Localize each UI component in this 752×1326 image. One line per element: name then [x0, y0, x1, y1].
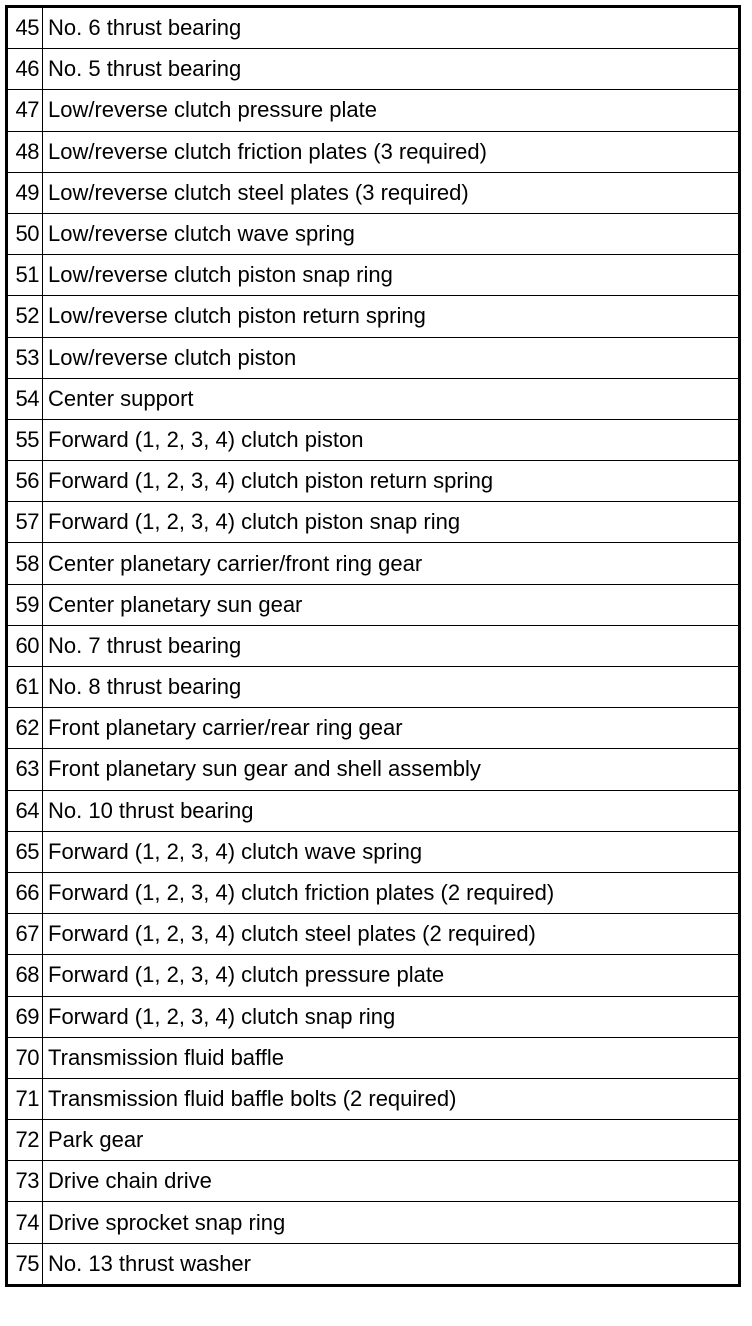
part-number: 65: [7, 831, 43, 872]
part-description: Drive chain drive: [43, 1161, 740, 1202]
part-description: Low/reverse clutch wave spring: [43, 213, 740, 254]
part-description: Center planetary carrier/front ring gear: [43, 543, 740, 584]
table-row: [7, 378, 740, 419]
table-row: [7, 1078, 740, 1119]
table-row: [7, 708, 740, 749]
part-description: No. 5 thrust bearing: [43, 49, 740, 90]
part-number: 56: [7, 461, 43, 502]
part-description: Park gear: [43, 1120, 740, 1161]
part-number: 49: [7, 172, 43, 213]
part-description: Forward (1, 2, 3, 4) clutch piston snap ring: [43, 502, 740, 543]
part-number: 54: [7, 378, 43, 419]
part-number: 53: [7, 337, 43, 378]
part-description: No. 13 thrust washer: [43, 1243, 740, 1285]
part-number: 69: [7, 996, 43, 1037]
part-number: 64: [7, 790, 43, 831]
table-row: [7, 296, 740, 337]
part-number: 57: [7, 502, 43, 543]
part-number: 75: [7, 1243, 43, 1285]
part-description: Low/reverse clutch friction plates (3 required): [43, 131, 740, 172]
part-description: Forward (1, 2, 3, 4) clutch pressure plate: [43, 955, 740, 996]
part-number: 74: [7, 1202, 43, 1243]
part-number: 70: [7, 1037, 43, 1078]
part-number: 73: [7, 1161, 43, 1202]
part-description: No. 8 thrust bearing: [43, 667, 740, 708]
part-number: 55: [7, 419, 43, 460]
part-number: 59: [7, 584, 43, 625]
table-row: [7, 7, 740, 49]
part-number: 51: [7, 255, 43, 296]
table-row: [7, 543, 740, 584]
part-number: 45: [7, 7, 43, 49]
table-row: [7, 461, 740, 502]
table-row: [7, 790, 740, 831]
part-number: 47: [7, 90, 43, 131]
table-row: [7, 131, 740, 172]
table-row: [7, 996, 740, 1037]
part-description: Transmission fluid baffle bolts (2 required): [43, 1078, 740, 1119]
part-description: Forward (1, 2, 3, 4) clutch wave spring: [43, 831, 740, 872]
table-row: [7, 1037, 740, 1078]
part-description: Drive sprocket snap ring: [43, 1202, 740, 1243]
parts-table-body: [7, 7, 740, 1286]
table-row: [7, 914, 740, 955]
part-number: 72: [7, 1120, 43, 1161]
part-number: 58: [7, 543, 43, 584]
table-row: [7, 172, 740, 213]
part-number: 63: [7, 749, 43, 790]
part-description: Forward (1, 2, 3, 4) clutch snap ring: [43, 996, 740, 1037]
table-row: [7, 667, 740, 708]
part-description: Low/reverse clutch piston return spring: [43, 296, 740, 337]
table-row: [7, 625, 740, 666]
part-description: Front planetary carrier/rear ring gear: [43, 708, 740, 749]
part-description: Low/reverse clutch steel plates (3 required): [43, 172, 740, 213]
table-row: [7, 1243, 740, 1285]
part-number: 52: [7, 296, 43, 337]
part-description: Low/reverse clutch piston snap ring: [43, 255, 740, 296]
table-row: [7, 831, 740, 872]
part-number: 50: [7, 213, 43, 254]
table-row: [7, 872, 740, 913]
part-description: Transmission fluid baffle: [43, 1037, 740, 1078]
table-row: [7, 749, 740, 790]
part-description: Front planetary sun gear and shell assembly: [43, 749, 740, 790]
table-row: [7, 502, 740, 543]
table-row: [7, 419, 740, 460]
part-description: No. 10 thrust bearing: [43, 790, 740, 831]
table-row: [7, 584, 740, 625]
table-row: [7, 90, 740, 131]
parts-table: [5, 5, 741, 1287]
part-number: 71: [7, 1078, 43, 1119]
table-row: [7, 1120, 740, 1161]
table-row: [7, 1202, 740, 1243]
part-number: 68: [7, 955, 43, 996]
table-row: [7, 213, 740, 254]
part-number: 46: [7, 49, 43, 90]
table-row: [7, 337, 740, 378]
part-description: Low/reverse clutch piston: [43, 337, 740, 378]
part-description: Center planetary sun gear: [43, 584, 740, 625]
table-row: [7, 255, 740, 296]
part-number: 60: [7, 625, 43, 666]
part-description: Low/reverse clutch pressure plate: [43, 90, 740, 131]
part-number: 48: [7, 131, 43, 172]
table-row: [7, 49, 740, 90]
part-number: 67: [7, 914, 43, 955]
part-number: 66: [7, 872, 43, 913]
table-row: [7, 1161, 740, 1202]
table-row: [7, 955, 740, 996]
part-description: Forward (1, 2, 3, 4) clutch piston: [43, 419, 740, 460]
part-description: No. 6 thrust bearing: [43, 7, 740, 49]
part-description: Forward (1, 2, 3, 4) clutch steel plates (2 required): [43, 914, 740, 955]
part-description: Forward (1, 2, 3, 4) clutch friction plates (2 required): [43, 872, 740, 913]
part-description: No. 7 thrust bearing: [43, 625, 740, 666]
part-number: 62: [7, 708, 43, 749]
part-description: Center support: [43, 378, 740, 419]
part-description: Forward (1, 2, 3, 4) clutch piston return spring: [43, 461, 740, 502]
part-number: 61: [7, 667, 43, 708]
